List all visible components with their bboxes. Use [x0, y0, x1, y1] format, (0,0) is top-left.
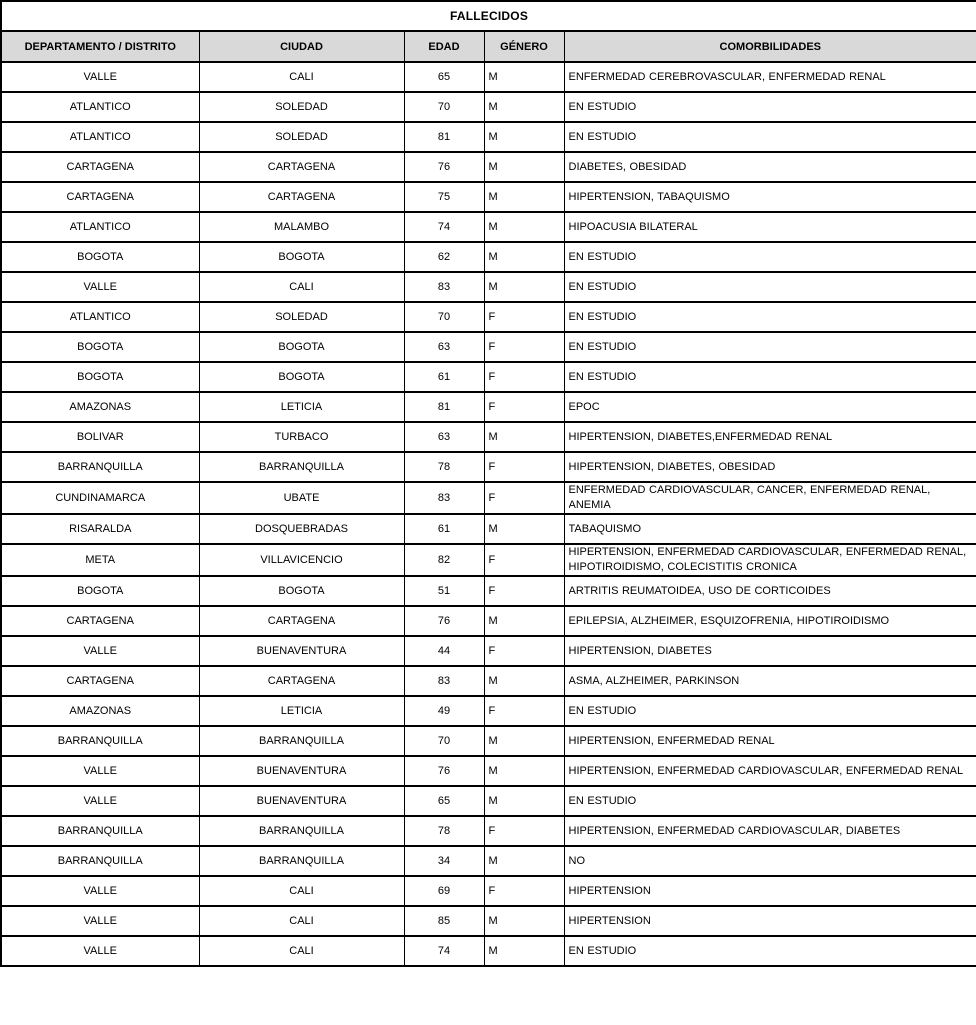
cell-ciudad: CARTAGENA — [199, 666, 404, 696]
comorbilidades-text: ASMA, ALZHEIMER, PARKINSON — [568, 674, 740, 687]
cell-comorbilidades — [564, 62, 976, 92]
cell-genero: M — [484, 122, 564, 152]
column-header-departamento: DEPARTAMENTO / DISTRITO — [1, 31, 199, 62]
cell-ciudad: UBATE — [199, 482, 404, 514]
cell-comorbilidades — [564, 362, 976, 392]
cell-edad: 51 — [404, 576, 484, 606]
cell-comorbilidades — [564, 452, 976, 482]
table-row — [1, 422, 976, 452]
table-row — [1, 452, 976, 482]
cell-genero: M — [484, 756, 564, 786]
cell-comorbilidades — [564, 726, 976, 756]
cell-departamento: VALLE — [1, 62, 199, 92]
table-row — [1, 152, 976, 182]
table-row — [1, 212, 976, 242]
cell-genero: F — [484, 482, 564, 514]
cell-comorbilidades — [564, 544, 976, 576]
cell-departamento: BARRANQUILLA — [1, 452, 199, 482]
cell-ciudad: BOGOTA — [199, 362, 404, 392]
cell-departamento: ATLANTICO — [1, 122, 199, 152]
cell-edad: 76 — [404, 152, 484, 182]
cell-comorbilidades — [564, 636, 976, 666]
cell-edad: 65 — [404, 62, 484, 92]
cell-comorbilidades — [564, 756, 976, 786]
table-title: FALLECIDOS — [1, 1, 976, 31]
cell-comorbilidades — [564, 786, 976, 816]
cell-departamento: META — [1, 544, 199, 576]
table-row — [1, 756, 976, 786]
table-title-row — [1, 1, 976, 31]
table-row — [1, 906, 976, 936]
cell-comorbilidades — [564, 182, 976, 212]
cell-ciudad: BUENAVENTURA — [199, 786, 404, 816]
cell-genero: M — [484, 62, 564, 92]
cell-departamento: VALLE — [1, 636, 199, 666]
cell-comorbilidades — [564, 846, 976, 876]
table-row — [1, 514, 976, 544]
cell-comorbilidades — [564, 272, 976, 302]
comorbilidades-text: DIABETES, OBESIDAD — [568, 160, 687, 173]
comorbilidades-text: EN ESTUDIO — [568, 280, 637, 293]
cell-ciudad: BOGOTA — [199, 242, 404, 272]
cell-ciudad: LETICIA — [199, 392, 404, 422]
cell-comorbilidades — [564, 696, 976, 726]
cell-comorbilidades — [564, 392, 976, 422]
cell-genero: M — [484, 786, 564, 816]
table-row — [1, 666, 976, 696]
cell-comorbilidades — [564, 816, 976, 846]
cell-edad: 78 — [404, 452, 484, 482]
cell-comorbilidades — [564, 242, 976, 272]
cell-departamento: VALLE — [1, 756, 199, 786]
comorbilidades-text: EN ESTUDIO — [568, 704, 637, 717]
cell-comorbilidades — [564, 482, 976, 514]
comorbilidades-text: EN ESTUDIO — [568, 250, 637, 263]
cell-ciudad: BUENAVENTURA — [199, 756, 404, 786]
cell-genero: M — [484, 92, 564, 122]
cell-edad: 61 — [404, 514, 484, 544]
cell-genero: M — [484, 152, 564, 182]
comorbilidades-text: HIPERTENSION, ENFERMEDAD CARDIOVASCULAR, DIABETES — [568, 824, 901, 837]
table-row — [1, 636, 976, 666]
comorbilidades-text: EN ESTUDIO — [568, 340, 637, 353]
table-row — [1, 726, 976, 756]
cell-genero: F — [484, 302, 564, 332]
cell-ciudad: CALI — [199, 936, 404, 966]
cell-edad: 83 — [404, 482, 484, 514]
cell-departamento: RISARALDA — [1, 514, 199, 544]
cell-comorbilidades — [564, 212, 976, 242]
table-row — [1, 816, 976, 846]
cell-comorbilidades — [564, 576, 976, 606]
comorbilidades-text: HIPERTENSION — [568, 884, 651, 897]
cell-genero: F — [484, 332, 564, 362]
cell-ciudad: SOLEDAD — [199, 302, 404, 332]
cell-ciudad: MALAMBO — [199, 212, 404, 242]
cell-ciudad: BARRANQUILLA — [199, 726, 404, 756]
cell-ciudad: CALI — [199, 876, 404, 906]
cell-edad: 85 — [404, 906, 484, 936]
comorbilidades-text: NO — [568, 854, 585, 867]
cell-genero: M — [484, 906, 564, 936]
cell-departamento: BOGOTA — [1, 332, 199, 362]
cell-ciudad: CALI — [199, 62, 404, 92]
cell-departamento: BARRANQUILLA — [1, 816, 199, 846]
cell-edad: 83 — [404, 272, 484, 302]
cell-edad: 70 — [404, 302, 484, 332]
cell-genero: M — [484, 272, 564, 302]
cell-departamento: CUNDINAMARCA — [1, 482, 199, 514]
cell-departamento: AMAZONAS — [1, 696, 199, 726]
cell-ciudad: BARRANQUILLA — [199, 452, 404, 482]
table-row — [1, 62, 976, 92]
cell-edad: 78 — [404, 816, 484, 846]
cell-comorbilidades — [564, 152, 976, 182]
cell-departamento: VALLE — [1, 876, 199, 906]
cell-departamento: VALLE — [1, 272, 199, 302]
cell-departamento: BARRANQUILLA — [1, 846, 199, 876]
column-header-edad: EDAD — [404, 31, 484, 62]
comorbilidades-text: HIPERTENSION, DIABETES,ENFERMEDAD RENAL — [568, 430, 833, 443]
comorbilidades-text: TABAQUISMO — [568, 522, 642, 535]
cell-comorbilidades — [564, 906, 976, 936]
cell-ciudad: LETICIA — [199, 696, 404, 726]
cell-ciudad: BOGOTA — [199, 576, 404, 606]
column-header-genero: GÉNERO — [484, 31, 564, 62]
table-row — [1, 482, 976, 514]
comorbilidades-text: EN ESTUDIO — [568, 944, 637, 957]
cell-comorbilidades — [564, 122, 976, 152]
cell-departamento: BOGOTA — [1, 576, 199, 606]
cell-ciudad: CARTAGENA — [199, 606, 404, 636]
comorbilidades-text: EPILEPSIA, ALZHEIMER, ESQUIZOFRENIA, HIPOTIROIDISMO — [568, 614, 890, 627]
table-row — [1, 846, 976, 876]
cell-genero: F — [484, 816, 564, 846]
table-row — [1, 936, 976, 966]
table-row — [1, 606, 976, 636]
cell-comorbilidades — [564, 666, 976, 696]
cell-ciudad: SOLEDAD — [199, 122, 404, 152]
table-row — [1, 696, 976, 726]
cell-departamento: CARTAGENA — [1, 666, 199, 696]
cell-edad: 62 — [404, 242, 484, 272]
cell-ciudad: SOLEDAD — [199, 92, 404, 122]
column-header-comorbilidades: COMORBILIDADES — [564, 31, 976, 62]
cell-genero: M — [484, 212, 564, 242]
cell-edad: 74 — [404, 936, 484, 966]
comorbilidades-text: EN ESTUDIO — [568, 310, 637, 323]
cell-comorbilidades — [564, 302, 976, 332]
cell-edad: 63 — [404, 422, 484, 452]
cell-comorbilidades — [564, 876, 976, 906]
cell-ciudad: BOGOTA — [199, 332, 404, 362]
cell-genero: M — [484, 514, 564, 544]
table-row — [1, 362, 976, 392]
comorbilidades-text: ENFERMEDAD CARDIOVASCULAR, CANCER, ENFERMEDAD RENAL, ANEMIA — [568, 484, 931, 511]
cell-departamento: CARTAGENA — [1, 182, 199, 212]
cell-ciudad: BUENAVENTURA — [199, 636, 404, 666]
cell-edad: 83 — [404, 666, 484, 696]
cell-genero: M — [484, 422, 564, 452]
comorbilidades-text: ENFERMEDAD CEREBROVASCULAR, ENFERMEDAD RENAL — [568, 70, 886, 83]
cell-edad: 63 — [404, 332, 484, 362]
cell-comorbilidades — [564, 422, 976, 452]
comorbilidades-text: EN ESTUDIO — [568, 370, 637, 383]
cell-ciudad: BARRANQUILLA — [199, 816, 404, 846]
cell-edad: 82 — [404, 544, 484, 576]
cell-genero: F — [484, 544, 564, 576]
cell-departamento: BOLIVAR — [1, 422, 199, 452]
cell-edad: 70 — [404, 726, 484, 756]
cell-edad: 49 — [404, 696, 484, 726]
cell-departamento: CARTAGENA — [1, 152, 199, 182]
cell-departamento: VALLE — [1, 936, 199, 966]
cell-ciudad: CALI — [199, 906, 404, 936]
table-row — [1, 272, 976, 302]
cell-edad: 81 — [404, 122, 484, 152]
cell-genero: M — [484, 242, 564, 272]
cell-genero: F — [484, 876, 564, 906]
table-row — [1, 332, 976, 362]
cell-departamento: VALLE — [1, 786, 199, 816]
cell-genero: M — [484, 606, 564, 636]
cell-ciudad: CARTAGENA — [199, 152, 404, 182]
comorbilidades-text: HIPERTENSION, ENFERMEDAD CARDIOVASCULAR, ENFERMEDAD RENAL — [568, 764, 964, 777]
cell-edad: 74 — [404, 212, 484, 242]
table-row — [1, 92, 976, 122]
cell-departamento: BARRANQUILLA — [1, 726, 199, 756]
table-row — [1, 242, 976, 272]
cell-edad: 75 — [404, 182, 484, 212]
cell-departamento: CARTAGENA — [1, 606, 199, 636]
comorbilidades-text: EN ESTUDIO — [568, 100, 637, 113]
cell-genero: F — [484, 576, 564, 606]
column-header-ciudad: CIUDAD — [199, 31, 404, 62]
cell-edad: 61 — [404, 362, 484, 392]
table-row — [1, 876, 976, 906]
comorbilidades-text: HIPERTENSION, ENFERMEDAD RENAL — [568, 734, 775, 747]
comorbilidades-text: EPOC — [568, 400, 600, 413]
cell-edad: 69 — [404, 876, 484, 906]
cell-comorbilidades — [564, 92, 976, 122]
cell-comorbilidades — [564, 332, 976, 362]
cell-comorbilidades — [564, 936, 976, 966]
cell-genero: F — [484, 696, 564, 726]
table-row — [1, 122, 976, 152]
cell-comorbilidades — [564, 606, 976, 636]
cell-genero: F — [484, 362, 564, 392]
cell-departamento: AMAZONAS — [1, 392, 199, 422]
cell-ciudad: CALI — [199, 272, 404, 302]
table-body — [1, 62, 976, 966]
comorbilidades-text: HIPERTENSION, ENFERMEDAD CARDIOVASCULAR, ENFERMEDAD RENAL, HIPOTIROIDISMO, COLECISTITIS CRONICA — [568, 546, 967, 573]
cell-departamento: VALLE — [1, 906, 199, 936]
cell-departamento: ATLANTICO — [1, 92, 199, 122]
table-row — [1, 786, 976, 816]
table-header-row — [1, 31, 976, 62]
cell-ciudad: CARTAGENA — [199, 182, 404, 212]
cell-edad: 44 — [404, 636, 484, 666]
comorbilidades-text: ARTRITIS REUMATOIDEA, USO DE CORTICOIDES — [568, 584, 831, 597]
cell-genero: M — [484, 726, 564, 756]
comorbilidades-text: HIPERTENSION, TABAQUISMO — [568, 190, 730, 203]
cell-genero: M — [484, 666, 564, 696]
cell-genero: F — [484, 392, 564, 422]
cell-edad: 76 — [404, 606, 484, 636]
cell-ciudad: VILLAVICENCIO — [199, 544, 404, 576]
cell-genero: M — [484, 182, 564, 212]
cell-genero: F — [484, 452, 564, 482]
table-row — [1, 576, 976, 606]
table-row — [1, 182, 976, 212]
cell-departamento: BOGOTA — [1, 362, 199, 392]
comorbilidades-text: HIPOACUSIA BILATERAL — [568, 220, 698, 233]
comorbilidades-text: HIPERTENSION, DIABETES, OBESIDAD — [568, 460, 776, 473]
cell-ciudad: TURBACO — [199, 422, 404, 452]
table-row — [1, 544, 976, 576]
comorbilidades-text: HIPERTENSION, DIABETES — [568, 644, 712, 657]
cell-edad: 65 — [404, 786, 484, 816]
table-row — [1, 302, 976, 332]
cell-genero: M — [484, 936, 564, 966]
comorbilidades-text: EN ESTUDIO — [568, 130, 637, 143]
cell-genero: F — [484, 636, 564, 666]
cell-departamento: ATLANTICO — [1, 302, 199, 332]
cell-edad: 70 — [404, 92, 484, 122]
cell-edad: 81 — [404, 392, 484, 422]
cell-comorbilidades — [564, 514, 976, 544]
comorbilidades-text: HIPERTENSION — [568, 914, 651, 927]
cell-edad: 34 — [404, 846, 484, 876]
cell-ciudad: BARRANQUILLA — [199, 846, 404, 876]
table-row — [1, 392, 976, 422]
cell-edad: 76 — [404, 756, 484, 786]
cell-genero: M — [484, 846, 564, 876]
cell-departamento: ATLANTICO — [1, 212, 199, 242]
cell-ciudad: DOSQUEBRADAS — [199, 514, 404, 544]
comorbilidades-text: EN ESTUDIO — [568, 794, 637, 807]
cell-departamento: BOGOTA — [1, 242, 199, 272]
